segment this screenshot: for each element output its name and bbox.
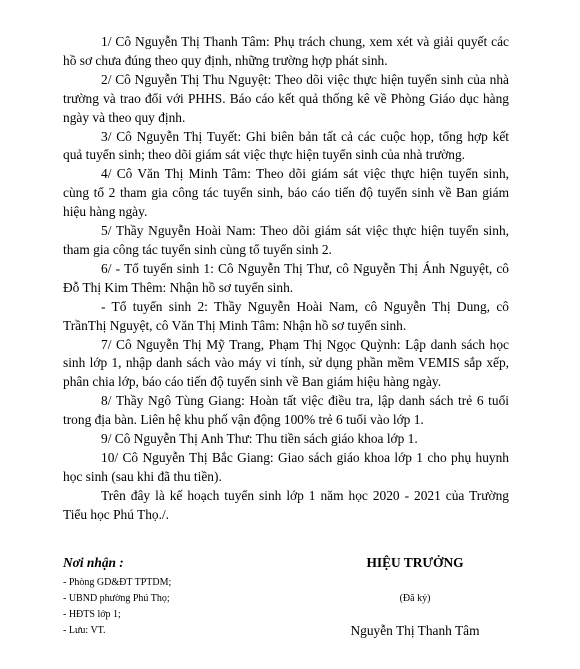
paragraph-2: 2/ Cô Nguyễn Thị Thu Nguyệt: Theo dõi việc thực hiện tuyển sinh của nhà trường và trao đổi với PHHS. Báo cáo kết quả thống kê về Phòng Giáo dục hàng ngày và theo quy định. <box>63 71 509 125</box>
paragraph-7: 7/ Cô Nguyễn Thị Mỹ Trang, Phạm Thị Ngọc Quỳnh: Lập danh sách học sinh lớp 1, nhập danh sách vào máy vi tính, sử dụng phần mềm VEMIS sắp xếp, phân chia lớp, báo cáo tiến độ tuyển sinh về Ban giám hiệu hàng ngày. <box>63 336 509 390</box>
document-footer <box>63 555 533 665</box>
closing-paragraph: Trên đây là kế hoạch tuyển sinh lớp 1 năm học 2020 - 2021 của Trường Tiểu học Phú Thọ./. <box>63 487 509 522</box>
recipient-item: - Phòng GD&ĐT TPTDM; <box>63 577 172 588</box>
paragraph-10: 10/ Cô Nguyễn Thị Bắc Giang: Giao sách giáo khoa lớp 1 cho phụ huynh học sinh (sau khi đã thu tiền). <box>63 449 509 484</box>
paragraph-3: 3/ Cô Nguyễn Thị Tuyết: Ghi biên bản tất cả các cuộc họp, tổng hợp kết quả tuyển sinh; theo dõi giám sát việc thực hiện tuyển sinh của nhà trường. <box>63 128 509 163</box>
paragraph-4: 4/ Cô Văn Thị Minh Tâm: Theo dõi giám sát việc thực hiện tuyển sinh, cùng tổ 2 tham gia công tác tuyển sinh, báo cáo tiến độ tuyển sinh về Ban giám hiệu hàng ngày. <box>63 166 509 220</box>
recipient-item: - Lưu: VT. <box>63 625 106 636</box>
document-body <box>63 33 509 525</box>
recipient-item: - UBND phường Phú Thọ; <box>63 593 170 604</box>
paragraph-5: 5/ Thầy Nguyễn Hoài Nam: Theo dõi giám sát việc thực hiện tuyển sinh, tham gia công tác tuyển sinh cùng tổ tuyển sinh 2. <box>63 223 509 257</box>
signer-name: Nguyễn Thị Thanh Tâm <box>350 623 480 638</box>
paragraph-6b: - Tổ tuyển sinh 2: Thầy Nguyễn Hoài Nam, cô Nguyễn Thị Dung, cô TrầnThị Nguyệt, cô Văn Thị Minh Tâm: Nhận hồ sơ tuyển sinh. <box>63 298 509 333</box>
recipients-title: Nơi nhận : <box>63 555 124 570</box>
paragraph-1: 1/ Cô Nguyễn Thị Thanh Tâm: Phụ trách chung, xem xét và giải quyết các hồ sơ chưa đúng theo quy định, những trường hợp phát sinh. <box>63 34 509 68</box>
signature-title: HIỆU TRƯỞNG <box>366 555 464 570</box>
signature-note: (Đã ký) <box>399 593 431 604</box>
paragraph-9: 9/ Cô Nguyễn Thị Anh Thư: Thu tiền sách giáo khoa lớp 1. <box>101 431 418 447</box>
recipient-item: - HĐTS lớp 1; <box>63 609 121 620</box>
paragraph-6: 6/ - Tổ tuyển sinh 1: Cô Nguyễn Thị Thư, cô Nguyễn Thị Ánh Nguyệt, cô Đỗ Thị Kim Thêm: Nhận hồ sơ tuyển sinh. <box>63 260 509 295</box>
paragraph-8: 8/ Thầy Ngô Tùng Giang: Hoàn tất việc điều tra, lập danh sách trẻ 6 tuổi trong địa bàn. Liên hệ khu phố vận động 100% trẻ 6 tuổi vào lớp 1. <box>63 393 509 428</box>
